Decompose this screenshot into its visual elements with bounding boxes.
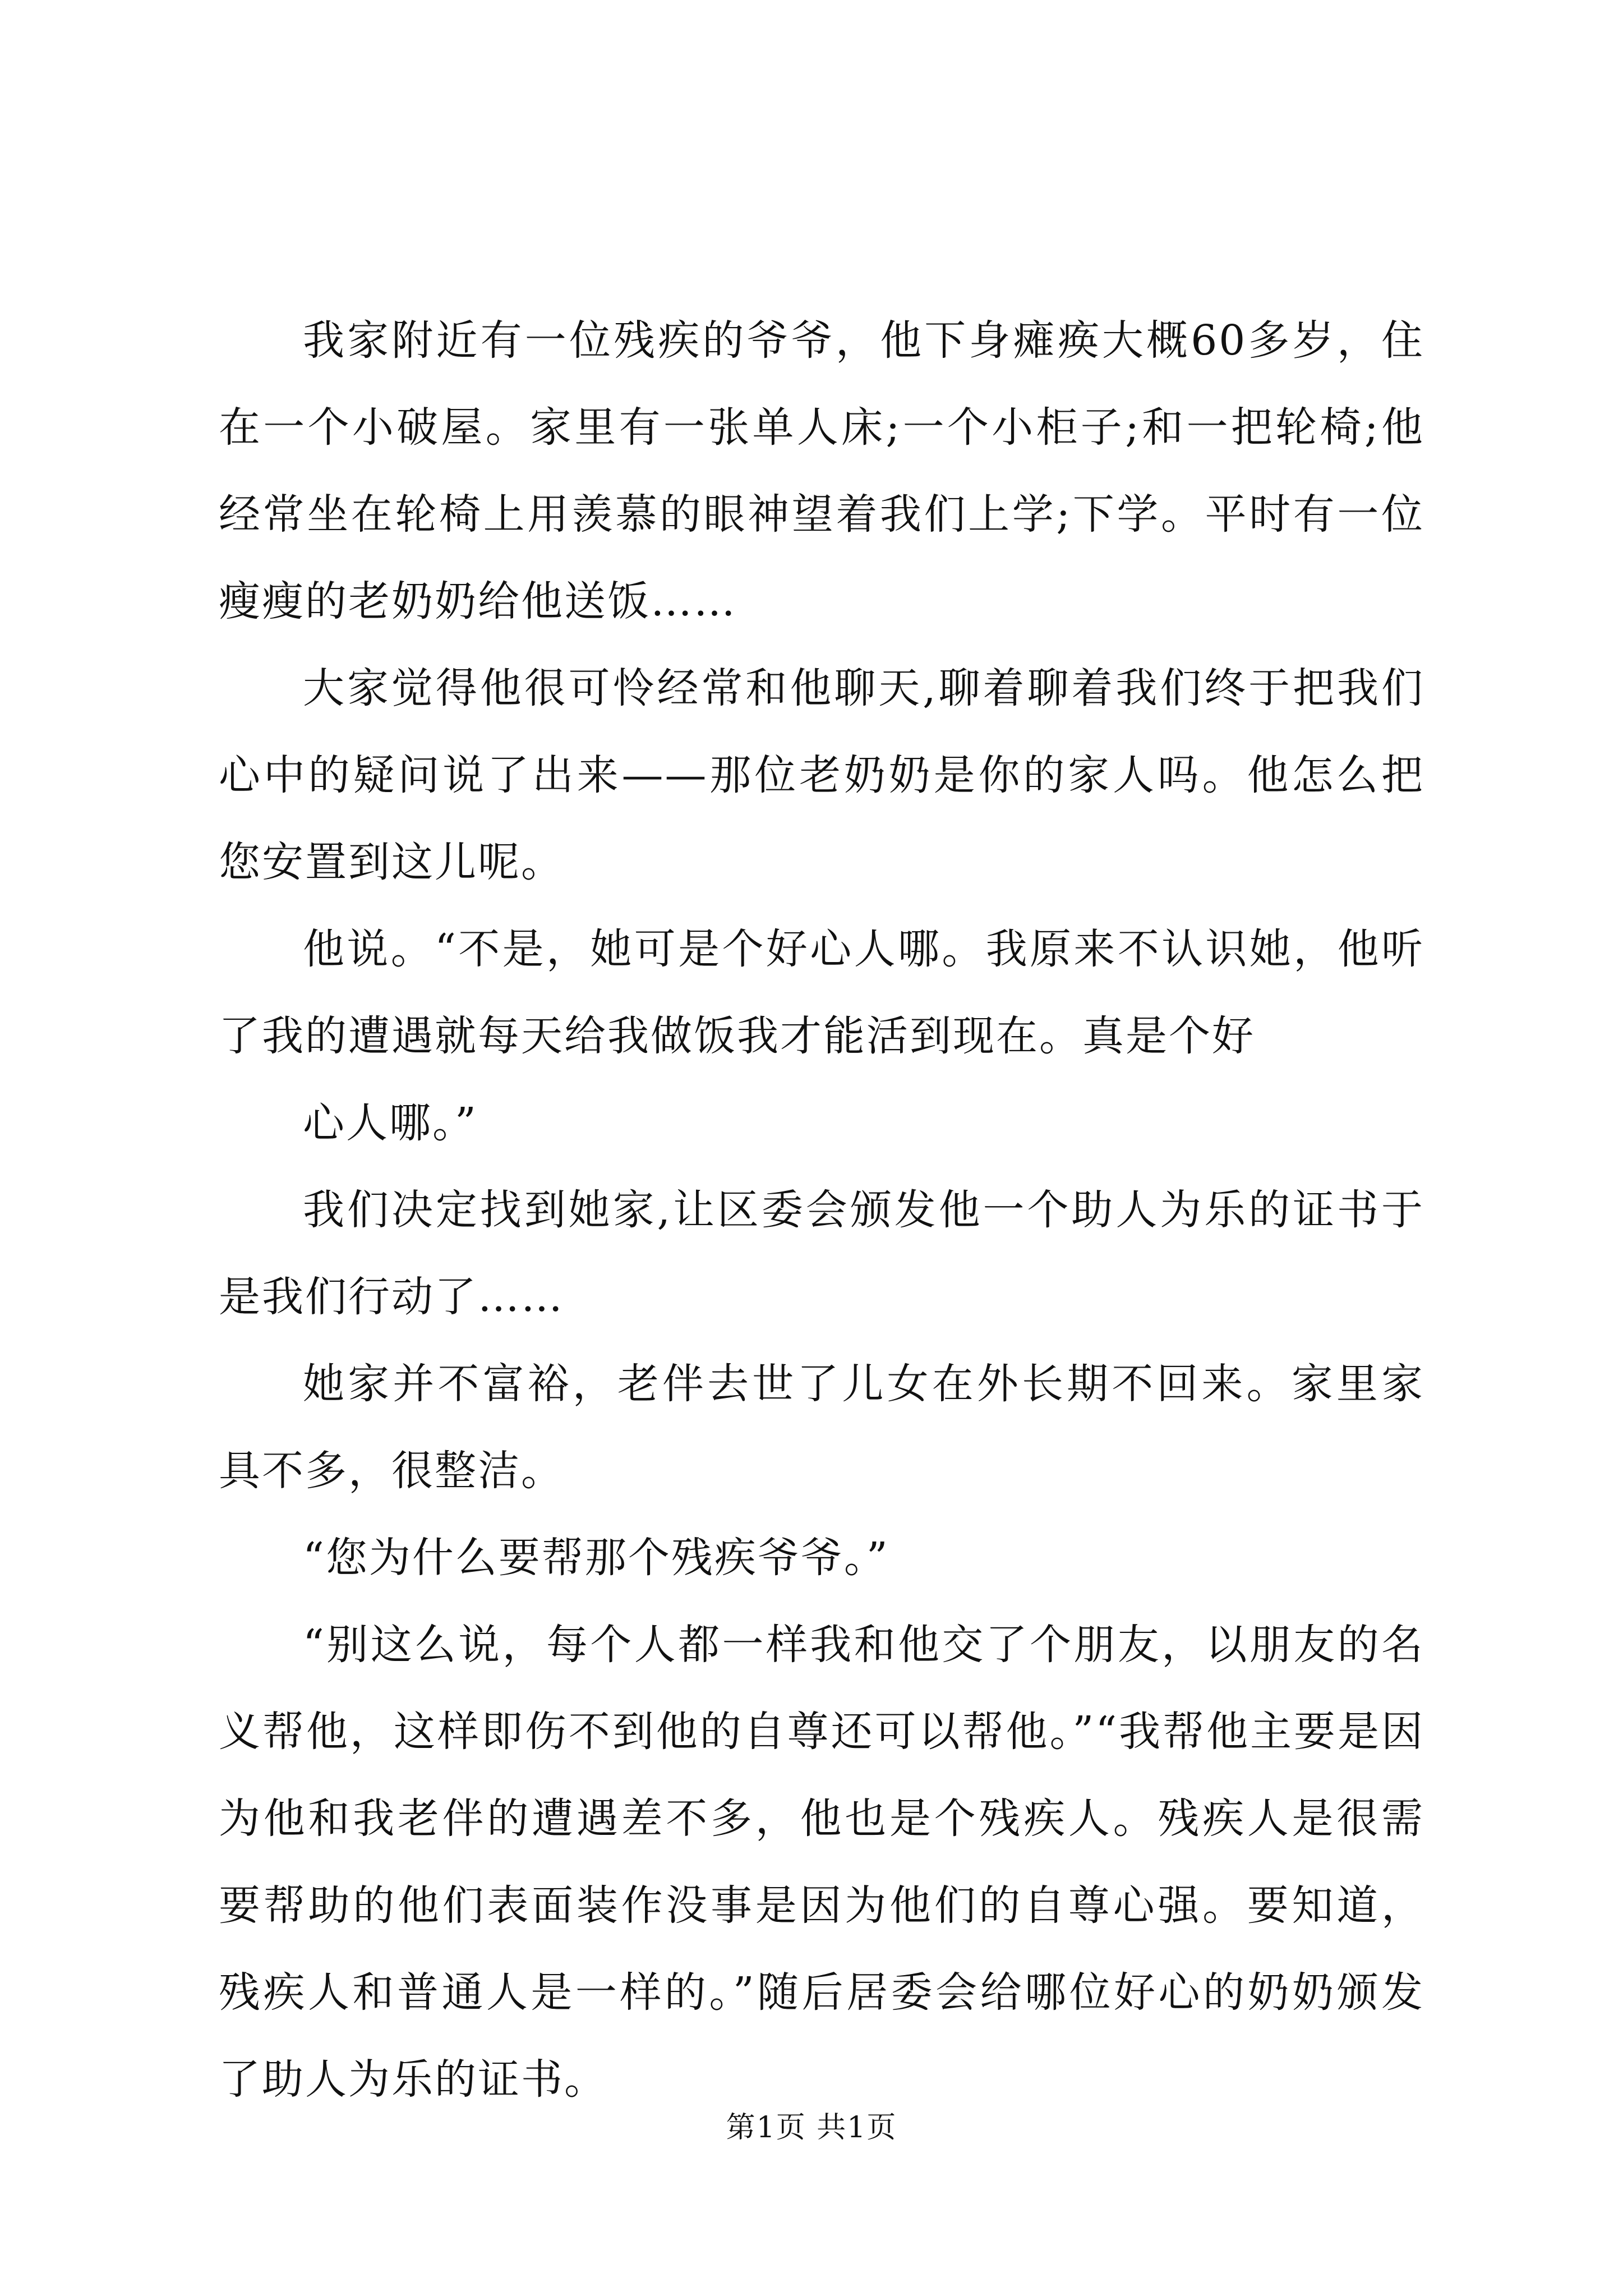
paragraph-6: 她家并不富裕，老伴去世了儿女在外长期不回来。家里家具不多，很整洁。 bbox=[219, 1360, 1424, 1495]
paragraph-2: 大家觉得他很可怜经常和他聊天,聊着聊着我们终于把我们心中的疑问说了出来——那位老奶奶是你的家人吗。他怎么把您安置到这儿呢。 bbox=[219, 664, 1424, 886]
paragraph-7: “您为什么要帮那个残疾爷爷。” bbox=[303, 1534, 889, 1582]
page-footer: 第1页 共1页 bbox=[726, 2111, 897, 2145]
document-body bbox=[219, 297, 1424, 2123]
paragraph-5: 我们决定找到她家,让区委会颁发他一个助人为乐的证书于是我们行动了…… bbox=[219, 1186, 1424, 1321]
paragraph-1: 我家附近有一位残疾的爷爷，他下身瘫痪大概60多岁，住在一个小破屋。家里有一张单人床;一个小柜子;和一把轮椅;他经常坐在轮椅上用羡慕的眼神望着我们上学;下学。平时有一位瘦瘦的老奶奶给他送饭…… bbox=[219, 316, 1424, 625]
paragraph-8: “别这么说，每个人都一样我和他交了个朋友，以朋友的名义帮他，这样即伤不到他的自尊还可以帮他。”“我帮他主要是因为他和我老伴的遭遇差不多，他也是个残疾人。残疾人是很需要帮助的他们表面装作没事是因为他们的自尊心强。要知道，残疾人和普通人是一样的。”随后居委会给哪位好心的奶奶颁发了助人为乐的证书。 bbox=[219, 1621, 1424, 2104]
paragraph-4: 心人哪。” bbox=[303, 1099, 478, 1147]
paragraph-3: 他说。“不是，她可是个好心人哪。我原来不认识她，他听了我的遭遇就每天给我做饭我才能活到现在。真是个好 bbox=[219, 925, 1424, 1060]
